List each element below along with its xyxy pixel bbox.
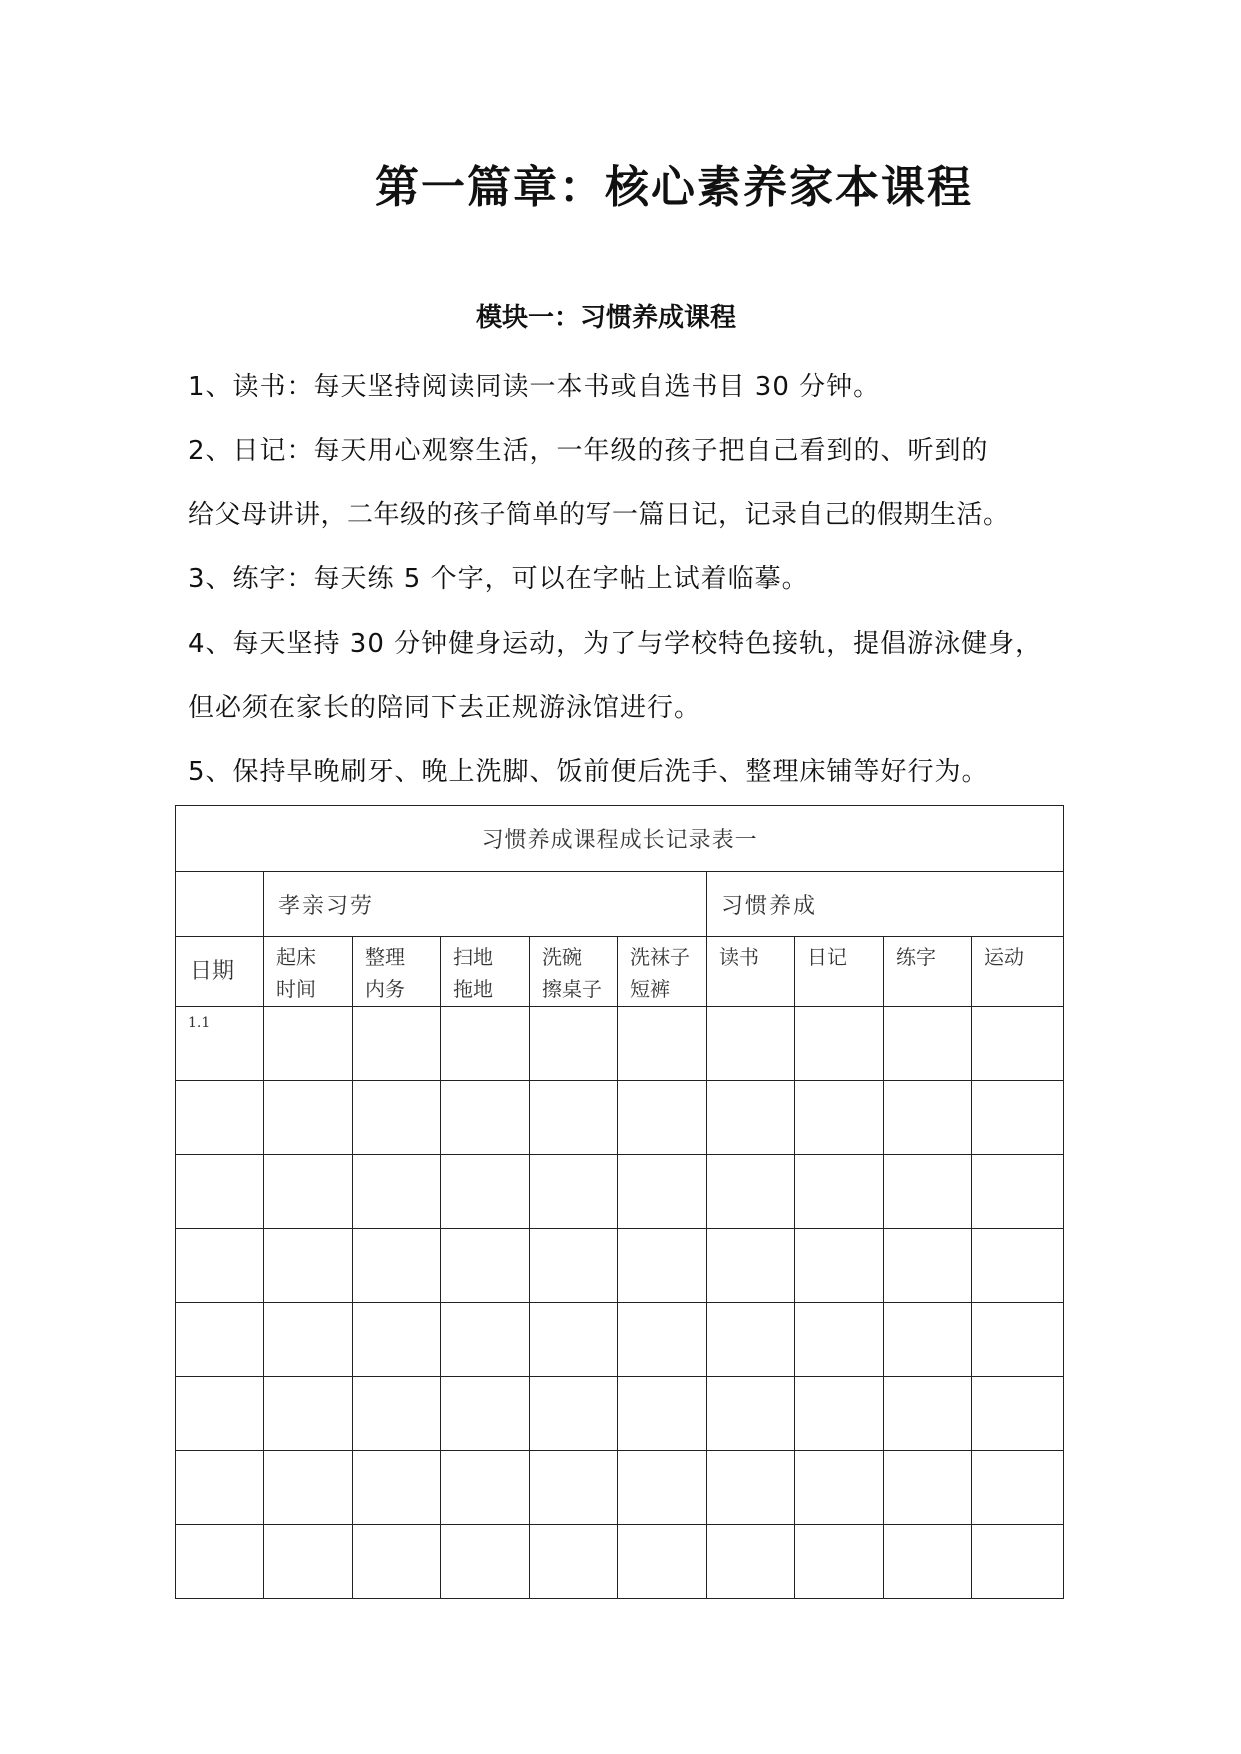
- record-cell: [530, 1377, 618, 1451]
- record-cell: [972, 1451, 1064, 1525]
- record-cell: [972, 1303, 1064, 1377]
- record-cell: [707, 1525, 795, 1599]
- record-cell: [884, 1155, 972, 1229]
- paragraph-writing: 3、练字：每天练 5 个字，可以在字帖上试着临摹。: [188, 564, 809, 594]
- record-cell: [972, 1155, 1064, 1229]
- record-cell: [441, 1525, 530, 1599]
- record-cell: [707, 1377, 795, 1451]
- record-cell: [353, 1377, 441, 1451]
- date-cell: [176, 1081, 264, 1155]
- record-cell: [353, 1229, 441, 1303]
- group-filial-chores: 孝亲习劳: [264, 872, 707, 937]
- growth-record-table: [175, 805, 1064, 1599]
- record-cell: [264, 1155, 353, 1229]
- record-cell: [972, 1229, 1064, 1303]
- record-cell: [353, 1451, 441, 1525]
- record-cell: [264, 1303, 353, 1377]
- table-caption: 习惯养成课程成长记录表一: [176, 806, 1064, 872]
- paragraph-exercise-line2: 但必须在家长的陪同下去正规游泳馆进行。: [188, 693, 702, 723]
- date-cell: [176, 1377, 264, 1451]
- record-cell: [884, 1229, 972, 1303]
- record-cell: [441, 1451, 530, 1525]
- record-cell: [795, 1155, 884, 1229]
- record-cell: [618, 1081, 707, 1155]
- chapter-title: 第一篇章：核心素养家本课程: [375, 162, 973, 213]
- group-habit-formation: 习惯养成: [707, 872, 1064, 937]
- record-cell: [353, 1525, 441, 1599]
- record-cell: [353, 1007, 441, 1081]
- table-row: [176, 1303, 1064, 1377]
- record-cell: [795, 1229, 884, 1303]
- record-cell: [264, 1229, 353, 1303]
- header-diary: 日记: [795, 937, 884, 1007]
- record-cell: [884, 1303, 972, 1377]
- record-cell: [264, 1525, 353, 1599]
- record-cell: [441, 1007, 530, 1081]
- record-cell: [884, 1451, 972, 1525]
- record-cell: [795, 1303, 884, 1377]
- record-cell: [972, 1081, 1064, 1155]
- record-cell: [441, 1081, 530, 1155]
- record-cell: [707, 1451, 795, 1525]
- record-cell: [530, 1525, 618, 1599]
- record-cell: [707, 1081, 795, 1155]
- record-cell: [441, 1155, 530, 1229]
- record-cell: [972, 1007, 1064, 1081]
- record-cell: [707, 1007, 795, 1081]
- header-tidy-room: 整理 内务: [353, 937, 441, 1007]
- record-cell: [707, 1155, 795, 1229]
- table-row: [176, 1451, 1064, 1525]
- record-cell: [530, 1155, 618, 1229]
- paragraph-diary-line2: 给父母讲讲，二年级的孩子简单的写一篇日记，记录自己的假期生活。: [188, 500, 1010, 530]
- record-cell: [618, 1229, 707, 1303]
- record-cell: [795, 1451, 884, 1525]
- record-cell: [795, 1377, 884, 1451]
- record-cell: [441, 1377, 530, 1451]
- record-cell: [441, 1303, 530, 1377]
- paragraph-hygiene: 5、保持早晚刷牙、晚上洗脚、饭前便后洗手、整理床铺等好行为。: [188, 757, 989, 787]
- table-row: [176, 1155, 1064, 1229]
- record-cell: [353, 1303, 441, 1377]
- table-row: [176, 1525, 1064, 1599]
- table-row: [176, 1377, 1064, 1451]
- record-cell: [884, 1081, 972, 1155]
- record-cell: [707, 1229, 795, 1303]
- record-cell: [618, 1007, 707, 1081]
- record-cell: [264, 1377, 353, 1451]
- paragraph-exercise-line1: 4、每天坚持 30 分钟健身运动，为了与学校特色接轨，提倡游泳健身，: [188, 629, 1043, 659]
- record-cell: [795, 1007, 884, 1081]
- table-row: [176, 1081, 1064, 1155]
- record-cell: [972, 1525, 1064, 1599]
- record-cell: [530, 1451, 618, 1525]
- record-cell: [618, 1155, 707, 1229]
- header-writing: 练字: [884, 937, 972, 1007]
- record-cell: [618, 1525, 707, 1599]
- date-cell: [176, 1155, 264, 1229]
- table-corner-cell: [176, 872, 264, 937]
- record-cell: [530, 1229, 618, 1303]
- header-reading: 读书: [707, 937, 795, 1007]
- record-cell: [530, 1081, 618, 1155]
- table-row: [176, 1007, 1064, 1081]
- record-cell: [884, 1007, 972, 1081]
- record-cell: [618, 1303, 707, 1377]
- date-cell: [176, 1303, 264, 1377]
- date-cell: 1.1: [176, 1007, 264, 1081]
- date-cell: [176, 1525, 264, 1599]
- record-cell: [264, 1451, 353, 1525]
- record-cell: [353, 1155, 441, 1229]
- header-date: 日期: [176, 937, 264, 1007]
- record-cell: [618, 1451, 707, 1525]
- record-cell: [264, 1007, 353, 1081]
- record-cell: [972, 1377, 1064, 1451]
- header-wash-socks: 洗袜子 短裤: [618, 937, 707, 1007]
- record-cell: [353, 1081, 441, 1155]
- record-cell: [884, 1525, 972, 1599]
- header-wash-dishes: 洗碗 擦桌子: [530, 937, 618, 1007]
- record-cell: [264, 1081, 353, 1155]
- record-cell: [618, 1377, 707, 1451]
- header-sweep-mop: 扫地 拖地: [441, 937, 530, 1007]
- record-cell: [530, 1007, 618, 1081]
- module-title: 模块一：习惯养成课程: [476, 303, 737, 333]
- date-cell: [176, 1451, 264, 1525]
- header-exercise: 运动: [972, 937, 1064, 1007]
- table-row: [176, 1229, 1064, 1303]
- record-cell: [795, 1525, 884, 1599]
- header-wake-time: 起床 时间: [264, 937, 353, 1007]
- record-cell: [884, 1377, 972, 1451]
- record-cell: [707, 1303, 795, 1377]
- record-cell: [795, 1081, 884, 1155]
- record-cell: [441, 1229, 530, 1303]
- date-cell: [176, 1229, 264, 1303]
- paragraph-diary-line1: 2、日记：每天用心观察生活，一年级的孩子把自己看到的、听到的: [188, 436, 989, 466]
- paragraph-reading: 1、读书：每天坚持阅读同读一本书或自选书目 30 分钟。: [188, 372, 881, 402]
- record-cell: [530, 1303, 618, 1377]
